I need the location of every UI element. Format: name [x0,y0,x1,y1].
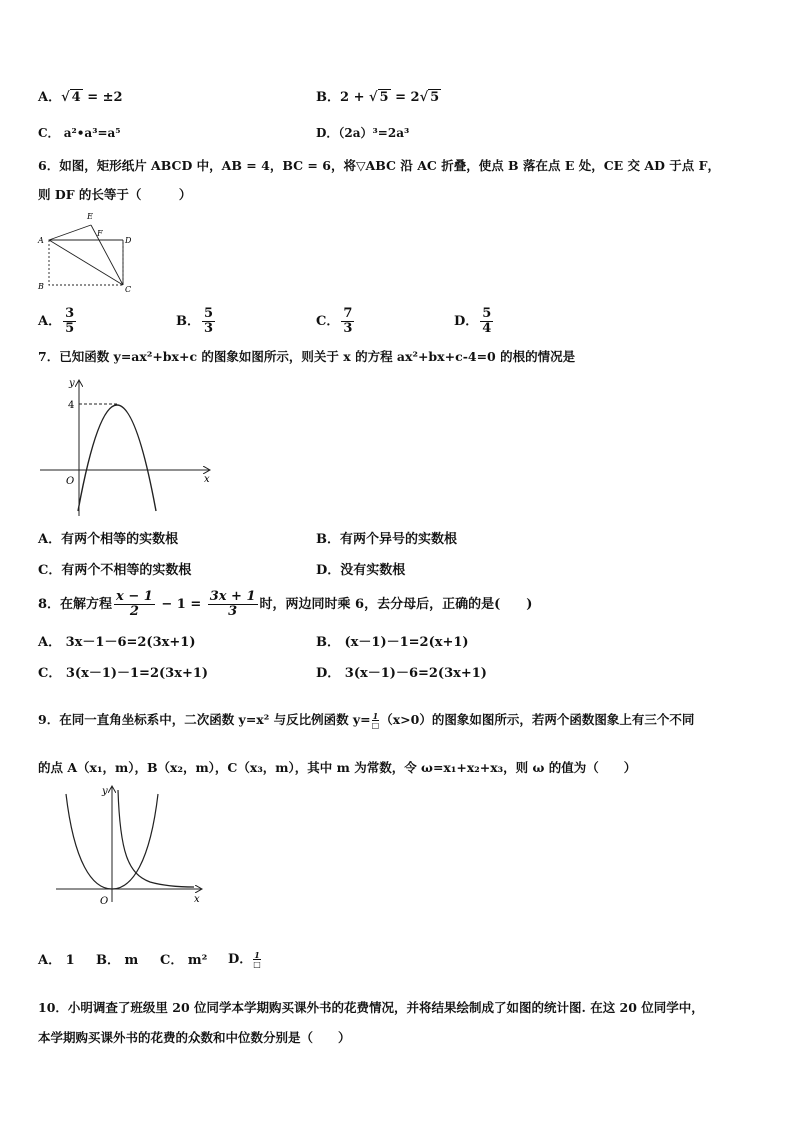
q9-label-x: x [194,894,200,905]
q9-hyperbola [118,790,194,887]
q6-option-d: D． $\frac{5}{4}$ [454,306,492,336]
q8-option-a: A． 3x－1－6=2(3x+1) [38,635,196,650]
q9-option-b: B． m [96,953,139,968]
q9-option-c: C． m² [160,953,208,968]
q9-label-origin: O [100,896,109,906]
q6-label-b: B [38,282,44,291]
q5-option-b: B．2 + √ 5 = 2√ 5 [316,90,440,105]
q6-stem-line2: 则 DF 的长等于（ ） [38,187,192,202]
q7-label-4: 4 [68,400,75,411]
q10-stem-line2: 本学期购买课外书的花费的众数和中位数分别是（ ） [38,1030,351,1045]
q5-option-a: A．√ 4 = ±2 [38,90,123,105]
q7-parabola [78,405,156,511]
q6-label-c: C [125,285,132,294]
q6-stem-line1: 6．如图，矩形纸片 ABCD 中，AB = 4，BC = 6，将▽ABC 沿 AC 折叠，使点 B 落在点 E 处，CE 交 AD 于点 F， [38,158,721,173]
q7-option-b: B．有两个异号的实数根 [316,532,457,547]
q9-stem-line2: 的点 A（x₁，m），B（x₂，m），C（x₃，m），其中 m 为常数，令 ω=x₁+x₂+x₃，则 ω 的值为（ ） [38,760,637,775]
q6-segment-ac [49,240,123,285]
q6-option-b: B． $\frac{5}{3}$ [176,306,214,336]
q10-stem-line1: 10．小明调查了班级里 20 位同学本学期购买课外书的花费情况，并将结果绘制成了如图的统计图. 在这 20 位同学中， [38,1000,704,1015]
q6-label-e: E [87,212,93,221]
q6-option-a: A． $\frac{3}{5}$ [38,306,75,336]
q9-figure [52,782,210,906]
q7-figure [36,376,220,522]
q6-option-c: C． $\frac{7}{3}$ [316,306,353,336]
q8-option-d: D． 3(x－1)－6=2(3x+1) [316,666,487,681]
q5-option-c: C． a²•a³=a⁵ [38,126,121,140]
q7-option-c: C．有两个不相等的实数根 [38,563,192,578]
q6-label-d: D [125,236,132,245]
q6-label-a: A [38,236,44,245]
q9-option-a: A． 1 [38,953,75,968]
q7-stem: 7．已知函数 y=ax²+bx+c 的图象如图所示，则关于 x 的方程 ax²+bx+c-4=0 的根的情况是 [38,349,576,364]
q6-label-f: F [97,229,103,238]
q9-option-d: D． $\frac{1}{□}$ [228,950,261,969]
q6-segment-ec [91,225,123,285]
q6-segment-ae [49,225,91,240]
q9-label-y: y [102,786,108,797]
q7-option-a: A．有两个相等的实数根 [38,532,179,547]
q6-figure [34,208,138,294]
q7-option-d: D．没有实数根 [316,563,406,578]
q7-label-y: y [69,378,75,389]
q7-label-x: x [204,474,210,485]
q8-option-b: B． (x－1)－1=2(x+1) [316,635,469,650]
q5-option-d: D．（2a）³=2a³ [316,126,410,140]
q7-label-origin: O [66,476,75,487]
q8-option-c: C． 3(x－1)－1=2(3x+1) [38,666,209,681]
q9-stem-line1: 9．在同一直角坐标系中，二次函数 y=x² 与反比例函数 y= $\frac{1}{□}$ （x>0）的图象如图所示，若两个函数图象上有三个不同 [38,711,695,730]
q8-stem: 8．在解方程 $\frac{x - 1}{2}$ − 1 = $\frac{3x + 1}{3}$ 时，两边同时乘 6，去分母后，正确的是( ) [38,589,533,619]
